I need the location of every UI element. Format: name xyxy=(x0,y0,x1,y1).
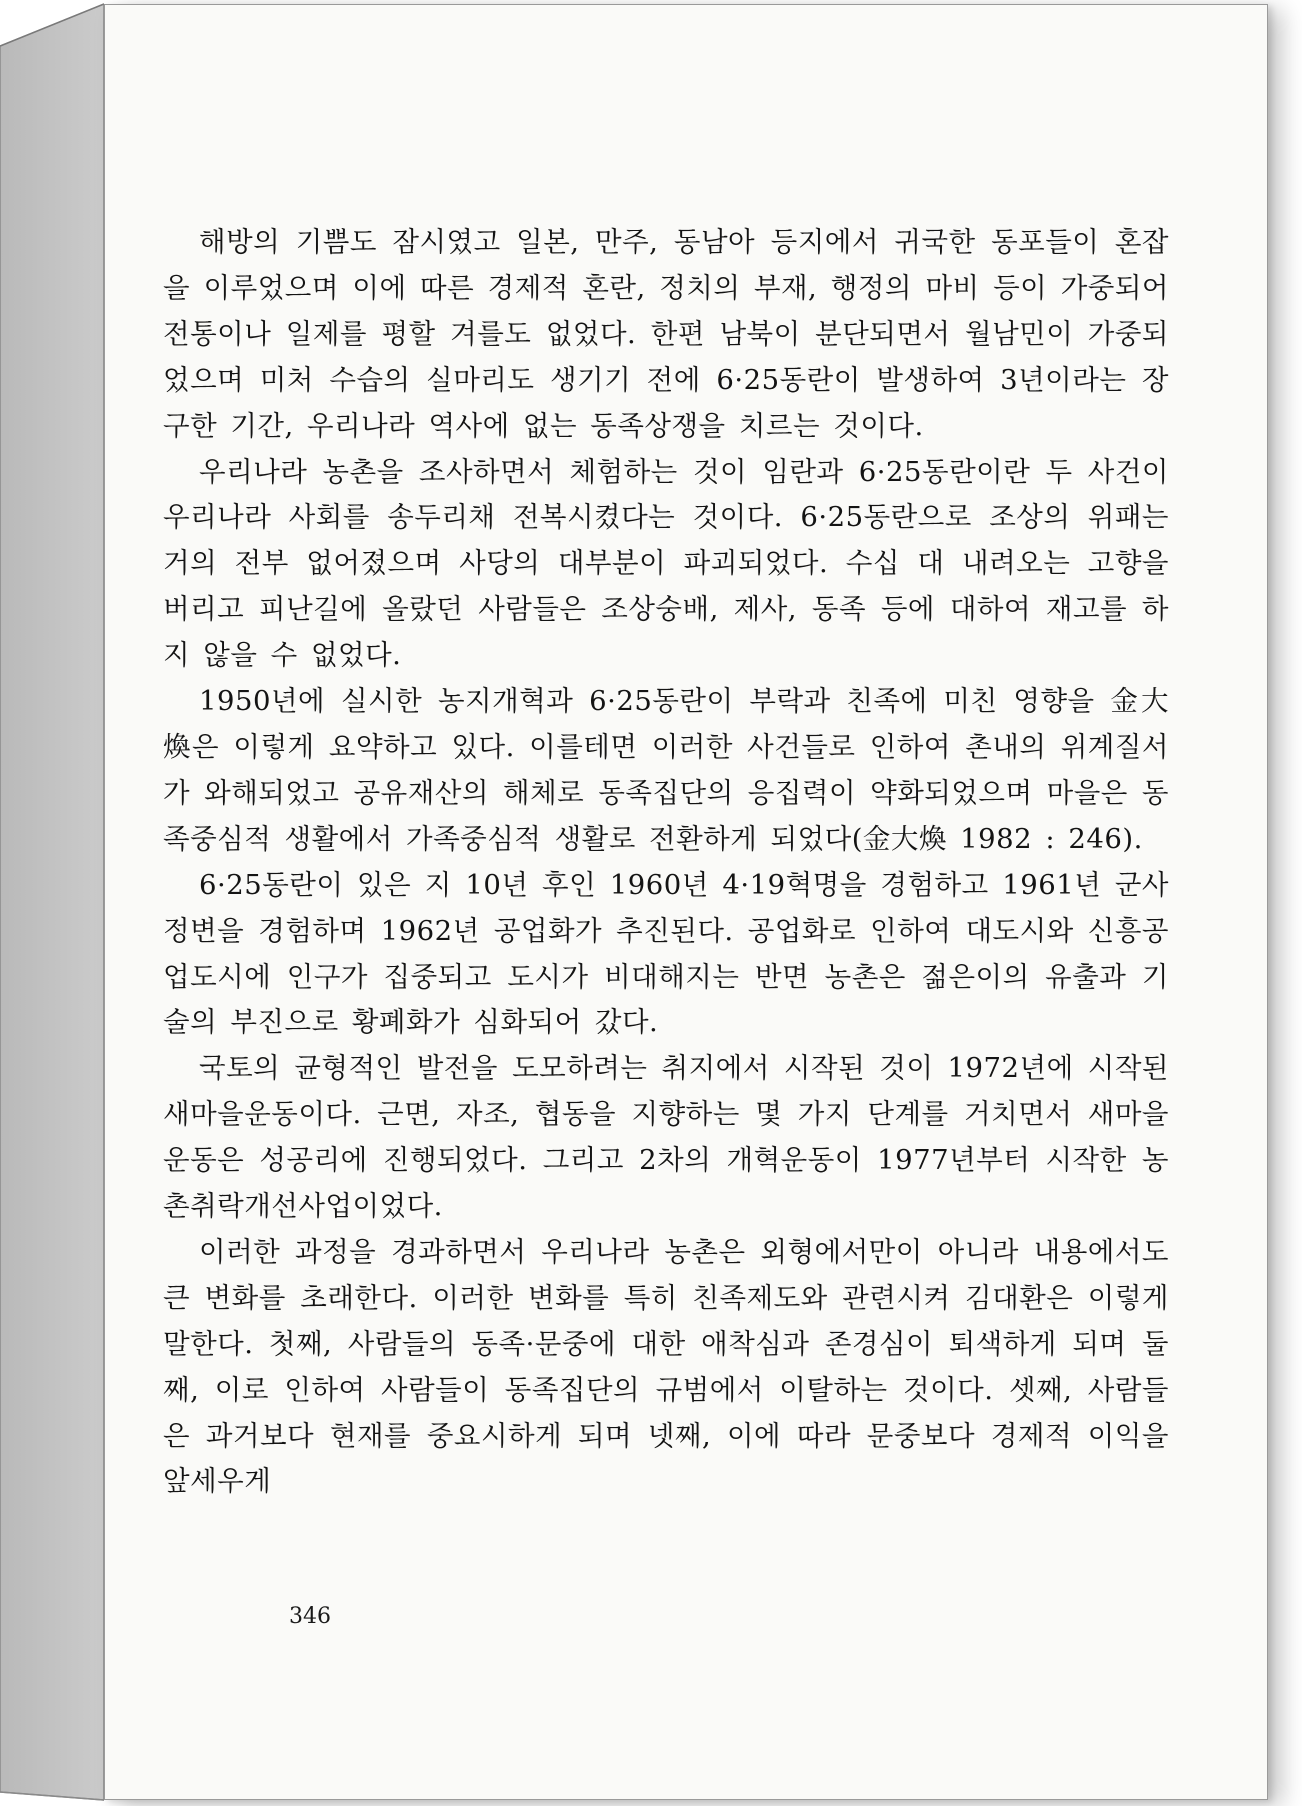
paragraph: 해방의 기쁨도 잠시였고 일본, 만주, 동남아 등지에서 귀국한 동포들이 혼잡을 이루었으며 이에 따른 경제적 혼란, 정치의 부재, 행정의 마비 등이 가중되어 전통이나 일제를 평할 겨를도 없었다. 한편 남북이 분단되면서 월남민이 가중되었으며 미처 수습의 실마리도 생기기 전에 6·25동란이 발생하여 3년이라는 장구한 기간, 우리나라 역사에 없는 동족상쟁을 치르는 것이다. xyxy=(163,226,1169,442)
paragraph: 우리나라 농촌을 조사하면서 체험하는 것이 임란과 6·25동란이란 두 사건이 우리나라 사회를 송두리채 전복시켰다는 것이다. 6·25동란으로 조상의 위패는 거의 전부 없어졌으며 사당의 대부분이 파괴되었다. 수십 대 내려오는 고향을 버리고 피난길에 올랐던 사람들은 조상숭배, 제사, 동족 등에 대하여 재고를 하지 않을 수 없었다. xyxy=(163,455,1169,672)
page-number: 346 xyxy=(289,1604,331,1629)
paragraph: 1950년에 실시한 농지개혁과 6·25동란이 부락과 친족에 미친 영향을 金大煥은 이렇게 요약하고 있다. 이를테면 이러한 사건들로 인하여 촌내의 위계질서가 와해되었고 공유재산의 해체로 동족집단의 응집력이 약화되었으며 마을은 동족중심적 생활에서 가족중심적 생활로 전환하게 되었다(金大煥 1982 : 246). xyxy=(163,685,1169,855)
book-spine xyxy=(0,0,104,1806)
paragraph: 이러한 과정을 경과하면서 우리나라 농촌은 외형에서만이 아니라 내용에서도 큰 변화를 초래한다. 이러한 변화를 특히 친족제도와 관련시켜 김대환은 이렇게 말한다. 첫째, 사람들의 동족·문중에 대한 애착심과 존경심이 퇴색하게 되며 둘째, 이로 인하여 사람들이 동족집단의 규범에서 이탈하는 것이다. 셋째, 사람들은 과거보다 현재를 중요시하게 되며 넷째, 이에 따라 문중보다 경제적 이익을 앞세우게 xyxy=(163,1235,1169,1498)
body-text xyxy=(163,220,1169,1505)
paragraph: 6·25동란이 있은 지 10년 후인 1960년 4·19혁명을 경험하고 1961년 군사정변을 경험하며 1962년 공업화가 추진된다. 공업화로 인하여 대도시와 신흥공업도시에 인구가 집중되고 도시가 비대해지는 반면 농촌은 젊은이의 유출과 기술의 부진으로 황폐화가 심화되어 갔다. xyxy=(163,868,1169,1039)
paragraph: 국토의 균형적인 발전을 도모하려는 취지에서 시작된 것이 1972년에 시작된 새마을운동이다. 근면, 자조, 협동을 지향하는 몇 가지 단계를 거치면서 새마을운동은 성공리에 진행되었다. 그리고 2차의 개혁운동이 1977년부터 시작한 농촌취락개선사업이었다. xyxy=(163,1052,1169,1223)
